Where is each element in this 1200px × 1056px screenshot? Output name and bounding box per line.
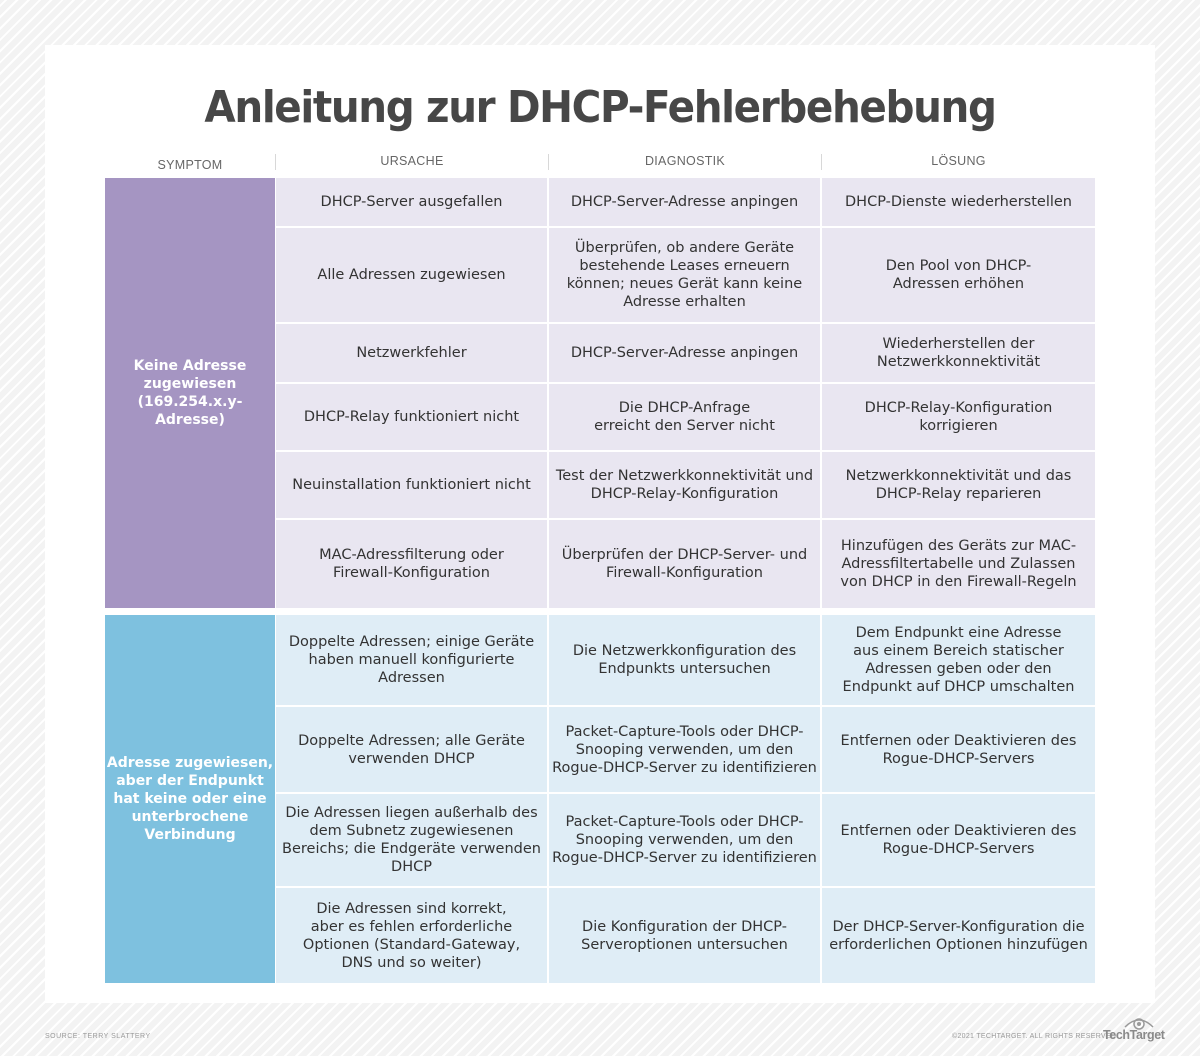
header-loesung-label: LÖSUNG — [931, 154, 986, 168]
cell-loesung: Den Pool von DHCP-Adressen erhöhen — [822, 228, 1095, 322]
cell-ursache: Netzwerkfehler — [276, 324, 547, 382]
cell-loesung: Netzwerkkonnektivität und das DHCP-Relay reparieren — [822, 452, 1095, 518]
source-credit: SOURCE: TERRY SLATTERY — [45, 1033, 151, 1040]
cell-ursache: DHCP-Server ausgefallen — [276, 178, 547, 226]
cell-ursache: Die Adressen sind korrekt, aber es fehlen erforderliche Optionen (Standard-Gateway, DNS und so weiter) — [276, 888, 547, 983]
header-ursache — [276, 150, 548, 174]
cell-ursache: Neuinstallation funktioniert nicht — [276, 452, 547, 518]
cell-diagnostik: Die Konfiguration der DHCP-Serveroptionen untersuchen — [549, 888, 820, 983]
cell-loesung: DHCP-Relay-Konfiguration korrigieren — [822, 384, 1095, 450]
cell-loesung: Hinzufügen des Geräts zur MAC-Adressfiltertabelle und Zulassen von DHCP in den Firewall-Regeln — [822, 520, 1095, 608]
cell-ursache: Die Adressen liegen außerhalb des dem Subnetz zugewiesenen Bereichs; die Endgeräte verwenden DHCP — [276, 794, 547, 886]
cell-ursache: MAC-Adressfilterung oder Firewall-Konfiguration — [276, 520, 547, 608]
cell-diagnostik: Überprüfen, ob andere Geräte bestehende Leases erneuern können; neues Gerät kann keine Adresse erhalten — [549, 228, 820, 322]
header-ursache-label: URSACHE — [380, 154, 444, 168]
header-diagnostik — [549, 150, 821, 174]
cell-ursache: Alle Adressen zugewiesen — [276, 228, 547, 322]
cell-ursache: Doppelte Adressen; alle Geräte verwenden DHCP — [276, 707, 547, 792]
cell-loesung: Entfernen oder Deaktivieren des Rogue-DHCP-Servers — [822, 707, 1095, 792]
cell-diagnostik: Die Netzwerkkonfiguration des Endpunkts untersuchen — [549, 615, 820, 705]
header-diagnostik-label: DIAGNOSTIK — [644, 154, 726, 168]
cell-diagnostik: Überprüfen der DHCP-Server- und Firewall-Konfiguration — [549, 520, 820, 608]
cell-loesung: Entfernen oder Deaktivieren des Rogue-DHCP-Servers — [822, 794, 1095, 886]
cell-diagnostik: Packet-Capture-Tools oder DHCP-Snooping verwenden, um den Rogue-DHCP-Server zu identifizieren — [549, 794, 820, 886]
header-symptom-label: SYMPTOM — [157, 158, 223, 172]
cell-loesung: Wiederherstellen der Netzwerkkonnektivität — [822, 324, 1095, 382]
cell-ursache: Doppelte Adressen; einige Geräte haben manuell konfigurierte Adressen — [276, 615, 547, 705]
page-title: Anleitung zur DHCP-Fehlerbehebung — [204, 82, 996, 133]
cell-diagnostik: Packet-Capture-Tools oder DHCP-Snooping verwenden, um den Rogue-DHCP-Server zu identifizieren — [549, 707, 820, 792]
cell-diagnostik: Test der Netzwerkkonnektivität und DHCP-Relay-Konfiguration — [549, 452, 820, 518]
symptom-address-assigned-no-connection: Adresse zugewiesen, aber der Endpunkt hat keine oder eine unterbrochene Verbindung — [105, 615, 275, 983]
header-loesung — [822, 150, 1095, 174]
symptom-no-address: Keine Adresse zugewiesen (169.254.x.y-Adresse) — [105, 178, 275, 608]
cell-ursache: DHCP-Relay funktioniert nicht — [276, 384, 547, 450]
copyright-notice: ©2021 TECHTARGET. ALL RIGHTS RESERVED — [952, 1033, 1117, 1040]
cell-loesung: Dem Endpunkt eine Adresse aus einem Bereich statischer Adressen geben oder den Endpunkt auf DHCP umschalten — [822, 615, 1095, 705]
cell-diagnostik: Die DHCP-Anfrage erreicht den Server nicht — [549, 384, 820, 450]
techtarget-logo[interactable]: TechTarget — [1103, 1028, 1165, 1042]
cell-loesung: Der DHCP-Server-Konfiguration die erforderlichen Optionen hinzufügen — [822, 888, 1095, 983]
header-symptom — [105, 154, 275, 178]
cell-diagnostik: DHCP-Server-Adresse anpingen — [549, 324, 820, 382]
cell-loesung: DHCP-Dienste wiederherstellen — [822, 178, 1095, 226]
cell-diagnostik: DHCP-Server-Adresse anpingen — [549, 178, 820, 226]
